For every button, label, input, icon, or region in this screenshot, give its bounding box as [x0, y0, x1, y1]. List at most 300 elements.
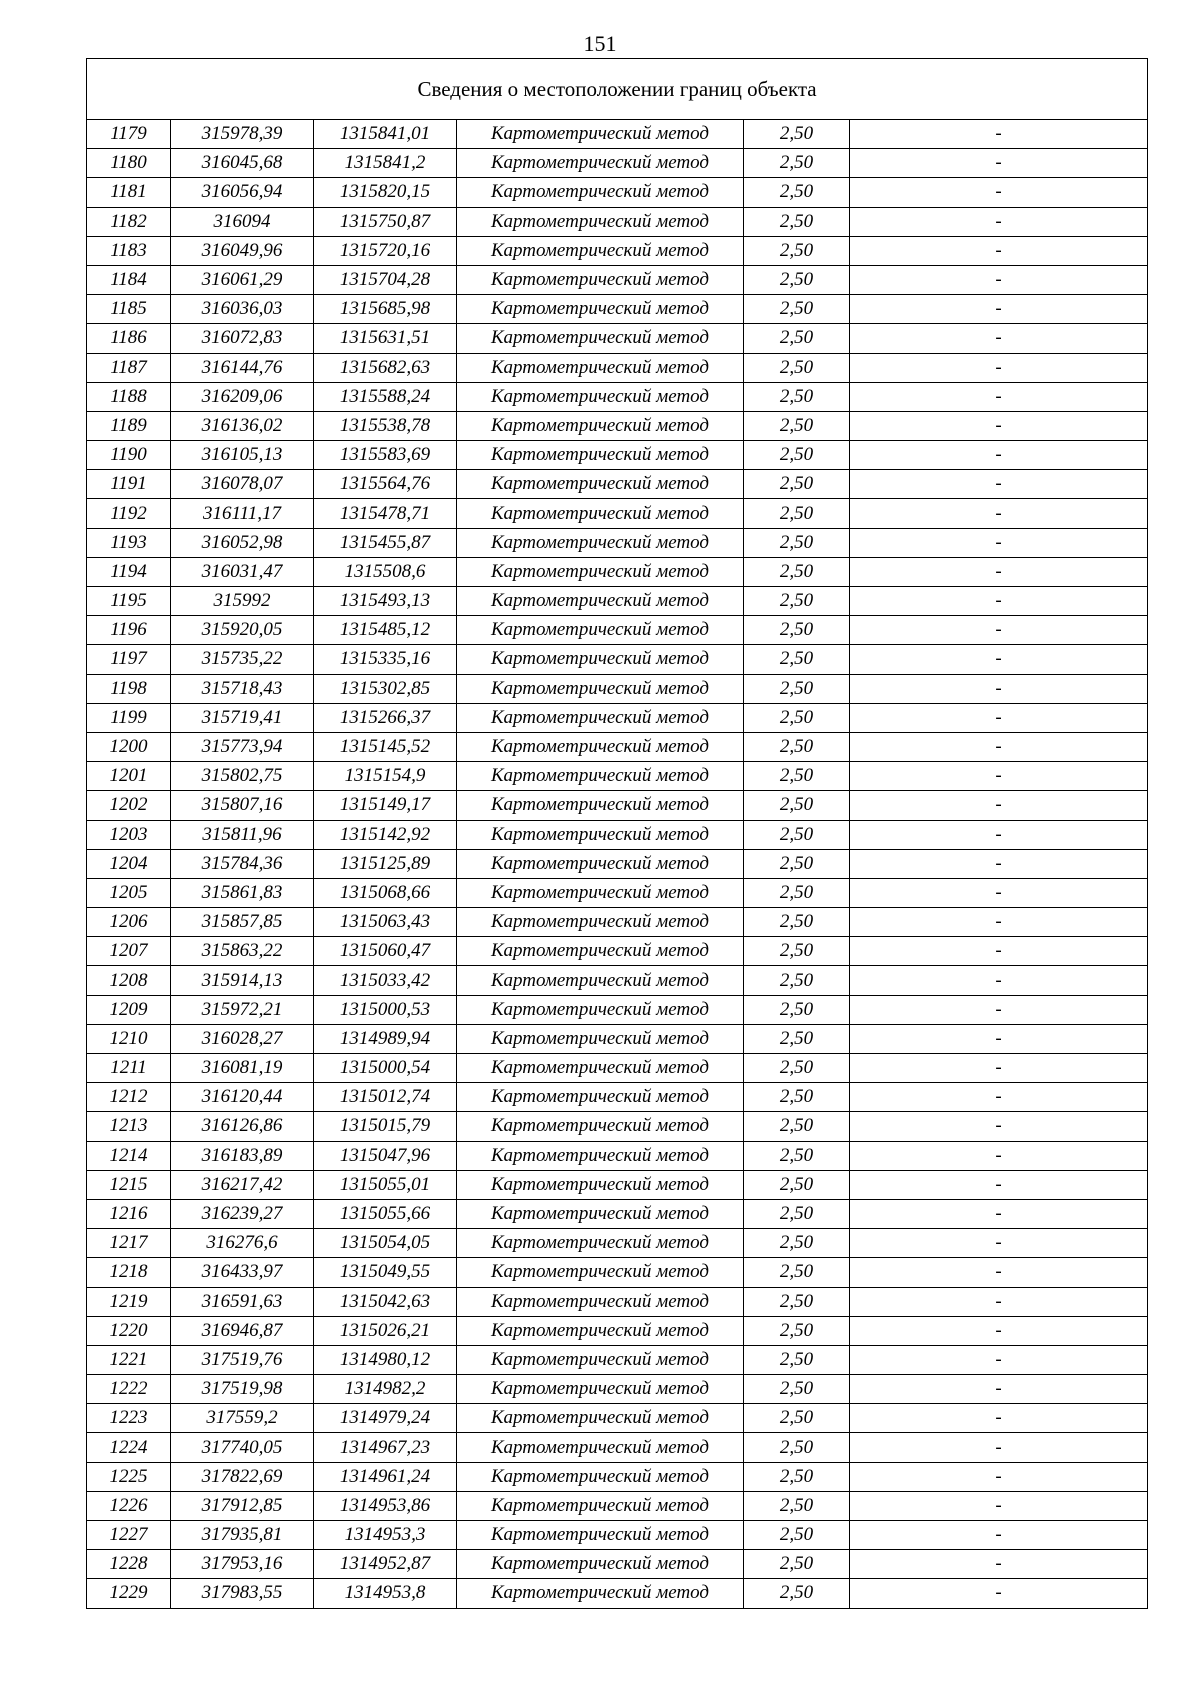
method-cell: Картометрический метод	[457, 616, 744, 645]
description-cell: -	[850, 149, 1148, 178]
y-coordinate-cell: 1315000,53	[314, 995, 457, 1024]
description-cell: -	[850, 616, 1148, 645]
y-coordinate-cell: 1315125,89	[314, 849, 457, 878]
x-coordinate-cell: 316433,97	[171, 1258, 314, 1287]
accuracy-cell: 2,50	[744, 236, 850, 265]
accuracy-cell: 2,50	[744, 616, 850, 645]
accuracy-cell: 2,50	[744, 1024, 850, 1053]
accuracy-cell: 2,50	[744, 528, 850, 557]
y-coordinate-cell: 1315033,42	[314, 966, 457, 995]
y-coordinate-cell: 1315538,78	[314, 411, 457, 440]
y-coordinate-cell: 1315055,01	[314, 1170, 457, 1199]
description-cell: -	[850, 878, 1148, 907]
method-cell: Картометрический метод	[457, 849, 744, 878]
page-number: 151	[583, 31, 617, 56]
x-coordinate-cell: 317740,05	[171, 1433, 314, 1462]
y-coordinate-cell: 1315068,66	[314, 878, 457, 907]
method-cell: Картометрический метод	[457, 645, 744, 674]
x-coordinate-cell: 316072,83	[171, 324, 314, 353]
accuracy-cell: 2,50	[744, 265, 850, 294]
description-cell: -	[850, 1083, 1148, 1112]
description-cell: -	[850, 207, 1148, 236]
x-coordinate-cell: 316276,6	[171, 1229, 314, 1258]
description-cell: -	[850, 1433, 1148, 1462]
y-coordinate-cell: 1315015,79	[314, 1112, 457, 1141]
y-coordinate-cell: 1314967,23	[314, 1433, 457, 1462]
accuracy-cell: 2,50	[744, 1316, 850, 1345]
table-row	[87, 762, 1148, 791]
point-number-cell: 1206	[87, 908, 171, 937]
method-cell: Картометрический метод	[457, 178, 744, 207]
description-cell: -	[850, 732, 1148, 761]
x-coordinate-cell: 315920,05	[171, 616, 314, 645]
y-coordinate-cell: 1315682,63	[314, 353, 457, 382]
description-cell: -	[850, 557, 1148, 586]
y-coordinate-cell: 1314952,87	[314, 1550, 457, 1579]
x-coordinate-cell: 316052,98	[171, 528, 314, 557]
y-coordinate-cell: 1315145,52	[314, 732, 457, 761]
x-coordinate-cell: 315773,94	[171, 732, 314, 761]
x-coordinate-cell: 315992	[171, 587, 314, 616]
method-cell: Картометрический метод	[457, 878, 744, 907]
table-row	[87, 1141, 1148, 1170]
method-cell: Картометрический метод	[457, 1521, 744, 1550]
accuracy-cell: 2,50	[744, 1199, 850, 1228]
y-coordinate-cell: 1314989,94	[314, 1024, 457, 1053]
accuracy-cell: 2,50	[744, 1170, 850, 1199]
point-number-cell: 1200	[87, 732, 171, 761]
description-cell: -	[850, 1345, 1148, 1374]
description-cell: -	[850, 353, 1148, 382]
description-cell: -	[850, 1141, 1148, 1170]
method-cell: Картометрический метод	[457, 1433, 744, 1462]
table-row	[87, 353, 1148, 382]
table-row	[87, 1375, 1148, 1404]
y-coordinate-cell: 1315455,87	[314, 528, 457, 557]
description-cell: -	[850, 1054, 1148, 1083]
accuracy-cell: 2,50	[744, 1521, 850, 1550]
method-cell: Картометрический метод	[457, 1462, 744, 1491]
accuracy-cell: 2,50	[744, 703, 850, 732]
point-number-cell: 1210	[87, 1024, 171, 1053]
description-cell: -	[850, 908, 1148, 937]
point-number-cell: 1204	[87, 849, 171, 878]
description-cell: -	[850, 1491, 1148, 1520]
accuracy-cell: 2,50	[744, 791, 850, 820]
table-row	[87, 1229, 1148, 1258]
table-row	[87, 908, 1148, 937]
x-coordinate-cell: 315784,36	[171, 849, 314, 878]
table-row	[87, 1462, 1148, 1491]
point-number-cell: 1181	[87, 178, 171, 207]
y-coordinate-cell: 1314953,86	[314, 1491, 457, 1520]
accuracy-cell: 2,50	[744, 937, 850, 966]
table-header-row	[87, 59, 1148, 120]
table-row	[87, 324, 1148, 353]
point-number-cell: 1185	[87, 295, 171, 324]
description-cell: -	[850, 937, 1148, 966]
table-row	[87, 1170, 1148, 1199]
y-coordinate-cell: 1314982,2	[314, 1375, 457, 1404]
description-cell: -	[850, 499, 1148, 528]
description-cell: -	[850, 1170, 1148, 1199]
description-cell: -	[850, 1287, 1148, 1316]
table-row	[87, 265, 1148, 294]
method-cell: Картометрический метод	[457, 674, 744, 703]
method-cell: Картометрический метод	[457, 528, 744, 557]
method-cell: Картометрический метод	[457, 295, 744, 324]
accuracy-cell: 2,50	[744, 1229, 850, 1258]
x-coordinate-cell: 315719,41	[171, 703, 314, 732]
accuracy-cell: 2,50	[744, 849, 850, 878]
x-coordinate-cell: 316217,42	[171, 1170, 314, 1199]
x-coordinate-cell: 316045,68	[171, 149, 314, 178]
y-coordinate-cell: 1315588,24	[314, 382, 457, 411]
table-row	[87, 820, 1148, 849]
y-coordinate-cell: 1314980,12	[314, 1345, 457, 1374]
x-coordinate-cell: 316591,63	[171, 1287, 314, 1316]
description-cell: -	[850, 295, 1148, 324]
x-coordinate-cell: 317519,98	[171, 1375, 314, 1404]
accuracy-cell: 2,50	[744, 878, 850, 907]
method-cell: Картометрический метод	[457, 411, 744, 440]
point-number-cell: 1209	[87, 995, 171, 1024]
description-cell: -	[850, 791, 1148, 820]
accuracy-cell: 2,50	[744, 732, 850, 761]
method-cell: Картометрический метод	[457, 1316, 744, 1345]
y-coordinate-cell: 1315047,96	[314, 1141, 457, 1170]
description-cell: -	[850, 762, 1148, 791]
table-row	[87, 178, 1148, 207]
description-cell: -	[850, 645, 1148, 674]
table-row	[87, 616, 1148, 645]
coordinates-table	[86, 58, 1148, 1609]
method-cell: Картометрический метод	[457, 995, 744, 1024]
x-coordinate-cell: 316209,06	[171, 382, 314, 411]
x-coordinate-cell: 315802,75	[171, 762, 314, 791]
point-number-cell: 1201	[87, 762, 171, 791]
x-coordinate-cell: 317822,69	[171, 1462, 314, 1491]
table-row	[87, 1112, 1148, 1141]
table-row	[87, 411, 1148, 440]
x-coordinate-cell: 317519,76	[171, 1345, 314, 1374]
table-row	[87, 470, 1148, 499]
point-number-cell: 1215	[87, 1170, 171, 1199]
method-cell: Картометрический метод	[457, 470, 744, 499]
point-number-cell: 1223	[87, 1404, 171, 1433]
point-number-cell: 1228	[87, 1550, 171, 1579]
x-coordinate-cell: 315857,85	[171, 908, 314, 937]
y-coordinate-cell: 1315583,69	[314, 441, 457, 470]
method-cell: Картометрический метод	[457, 557, 744, 586]
description-cell: -	[850, 382, 1148, 411]
description-cell: -	[850, 703, 1148, 732]
y-coordinate-cell: 1314979,24	[314, 1404, 457, 1433]
y-coordinate-cell: 1315485,12	[314, 616, 457, 645]
y-coordinate-cell: 1315508,6	[314, 557, 457, 586]
point-number-cell: 1211	[87, 1054, 171, 1083]
method-cell: Картометрический метод	[457, 1550, 744, 1579]
y-coordinate-cell: 1315685,98	[314, 295, 457, 324]
x-coordinate-cell: 317953,16	[171, 1550, 314, 1579]
y-coordinate-cell: 1315631,51	[314, 324, 457, 353]
point-number-cell: 1219	[87, 1287, 171, 1316]
point-number-cell: 1214	[87, 1141, 171, 1170]
accuracy-cell: 2,50	[744, 1433, 850, 1462]
description-cell: -	[850, 120, 1148, 149]
accuracy-cell: 2,50	[744, 908, 850, 937]
accuracy-cell: 2,50	[744, 674, 850, 703]
method-cell: Картометрический метод	[457, 1024, 744, 1053]
accuracy-cell: 2,50	[744, 470, 850, 499]
point-number-cell: 1207	[87, 937, 171, 966]
method-cell: Картометрический метод	[457, 908, 744, 937]
y-coordinate-cell: 1315478,71	[314, 499, 457, 528]
point-number-cell: 1188	[87, 382, 171, 411]
accuracy-cell: 2,50	[744, 178, 850, 207]
y-coordinate-cell: 1315055,66	[314, 1199, 457, 1228]
x-coordinate-cell: 316136,02	[171, 411, 314, 440]
accuracy-cell: 2,50	[744, 966, 850, 995]
table-row	[87, 995, 1148, 1024]
description-cell: -	[850, 1229, 1148, 1258]
point-number-cell: 1193	[87, 528, 171, 557]
x-coordinate-cell: 316144,76	[171, 353, 314, 382]
y-coordinate-cell: 1315042,63	[314, 1287, 457, 1316]
point-number-cell: 1224	[87, 1433, 171, 1462]
point-number-cell: 1203	[87, 820, 171, 849]
description-cell: -	[850, 587, 1148, 616]
accuracy-cell: 2,50	[744, 1550, 850, 1579]
x-coordinate-cell: 316078,07	[171, 470, 314, 499]
accuracy-cell: 2,50	[744, 995, 850, 1024]
accuracy-cell: 2,50	[744, 1258, 850, 1287]
y-coordinate-cell: 1315302,85	[314, 674, 457, 703]
accuracy-cell: 2,50	[744, 1491, 850, 1520]
point-number-cell: 1208	[87, 966, 171, 995]
method-cell: Картометрический метод	[457, 1170, 744, 1199]
accuracy-cell: 2,50	[744, 207, 850, 236]
accuracy-cell: 2,50	[744, 1112, 850, 1141]
accuracy-cell: 2,50	[744, 557, 850, 586]
method-cell: Картометрический метод	[457, 1287, 744, 1316]
accuracy-cell: 2,50	[744, 1287, 850, 1316]
accuracy-cell: 2,50	[744, 1404, 850, 1433]
table-row	[87, 878, 1148, 907]
method-cell: Картометрический метод	[457, 207, 744, 236]
accuracy-cell: 2,50	[744, 587, 850, 616]
y-coordinate-cell: 1315060,47	[314, 937, 457, 966]
x-coordinate-cell: 315718,43	[171, 674, 314, 703]
table-row	[87, 236, 1148, 265]
method-cell: Картометрический метод	[457, 1112, 744, 1141]
method-cell: Картометрический метод	[457, 149, 744, 178]
method-cell: Картометрический метод	[457, 265, 744, 294]
table-row	[87, 382, 1148, 411]
y-coordinate-cell: 1315049,55	[314, 1258, 457, 1287]
y-coordinate-cell: 1314961,24	[314, 1462, 457, 1491]
point-number-cell: 1227	[87, 1521, 171, 1550]
table-row	[87, 587, 1148, 616]
x-coordinate-cell: 315735,22	[171, 645, 314, 674]
description-cell: -	[850, 674, 1148, 703]
point-number-cell: 1213	[87, 1112, 171, 1141]
coordinates-table-container	[86, 58, 1148, 1609]
table-row	[87, 1024, 1148, 1053]
point-number-cell: 1180	[87, 149, 171, 178]
method-cell: Картометрический метод	[457, 1258, 744, 1287]
y-coordinate-cell: 1315063,43	[314, 908, 457, 937]
description-cell: -	[850, 236, 1148, 265]
description-cell: -	[850, 1375, 1148, 1404]
point-number-cell: 1212	[87, 1083, 171, 1112]
description-cell: -	[850, 265, 1148, 294]
table-row	[87, 499, 1148, 528]
accuracy-cell: 2,50	[744, 149, 850, 178]
point-number-cell: 1179	[87, 120, 171, 149]
description-cell: -	[850, 1579, 1148, 1608]
x-coordinate-cell: 317935,81	[171, 1521, 314, 1550]
description-cell: -	[850, 849, 1148, 878]
point-number-cell: 1187	[87, 353, 171, 382]
x-coordinate-cell: 317983,55	[171, 1579, 314, 1608]
description-cell: -	[850, 1199, 1148, 1228]
point-number-cell: 1229	[87, 1579, 171, 1608]
point-number-cell: 1183	[87, 236, 171, 265]
point-number-cell: 1192	[87, 499, 171, 528]
method-cell: Картометрический метод	[457, 236, 744, 265]
point-number-cell: 1189	[87, 411, 171, 440]
x-coordinate-cell: 316036,03	[171, 295, 314, 324]
table-row	[87, 1433, 1148, 1462]
accuracy-cell: 2,50	[744, 120, 850, 149]
y-coordinate-cell: 1315154,9	[314, 762, 457, 791]
description-cell: -	[850, 441, 1148, 470]
table-row	[87, 1316, 1148, 1345]
y-coordinate-cell: 1314953,3	[314, 1521, 457, 1550]
method-cell: Картометрический метод	[457, 120, 744, 149]
x-coordinate-cell: 316094	[171, 207, 314, 236]
description-cell: -	[850, 470, 1148, 499]
method-cell: Картометрический метод	[457, 762, 744, 791]
point-number-cell: 1202	[87, 791, 171, 820]
method-cell: Картометрический метод	[457, 1229, 744, 1258]
description-cell: -	[850, 1462, 1148, 1491]
table-row	[87, 528, 1148, 557]
method-cell: Картометрический метод	[457, 1404, 744, 1433]
method-cell: Картометрический метод	[457, 441, 744, 470]
method-cell: Картометрический метод	[457, 820, 744, 849]
table-row	[87, 1579, 1148, 1608]
x-coordinate-cell: 315978,39	[171, 120, 314, 149]
table-row	[87, 1550, 1148, 1579]
accuracy-cell: 2,50	[744, 382, 850, 411]
method-cell: Картометрический метод	[457, 499, 744, 528]
method-cell: Картометрический метод	[457, 1579, 744, 1608]
table-row	[87, 1287, 1148, 1316]
y-coordinate-cell: 1315149,17	[314, 791, 457, 820]
point-number-cell: 1198	[87, 674, 171, 703]
method-cell: Картометрический метод	[457, 1054, 744, 1083]
accuracy-cell: 2,50	[744, 441, 850, 470]
description-cell: -	[850, 820, 1148, 849]
table-row	[87, 441, 1148, 470]
table-row	[87, 120, 1148, 149]
point-number-cell: 1194	[87, 557, 171, 586]
y-coordinate-cell: 1315012,74	[314, 1083, 457, 1112]
description-cell: -	[850, 178, 1148, 207]
description-cell: -	[850, 1404, 1148, 1433]
method-cell: Картометрический метод	[457, 1345, 744, 1374]
method-cell: Картометрический метод	[457, 966, 744, 995]
accuracy-cell: 2,50	[744, 762, 850, 791]
table-row	[87, 1258, 1148, 1287]
accuracy-cell: 2,50	[744, 1083, 850, 1112]
accuracy-cell: 2,50	[744, 1141, 850, 1170]
y-coordinate-cell: 1315820,15	[314, 178, 457, 207]
table-row	[87, 732, 1148, 761]
method-cell: Картометрический метод	[457, 1491, 744, 1520]
y-coordinate-cell: 1315841,01	[314, 120, 457, 149]
description-cell: -	[850, 1316, 1148, 1345]
x-coordinate-cell: 317912,85	[171, 1491, 314, 1520]
table-row	[87, 1083, 1148, 1112]
point-number-cell: 1196	[87, 616, 171, 645]
point-number-cell: 1190	[87, 441, 171, 470]
y-coordinate-cell: 1315026,21	[314, 1316, 457, 1345]
accuracy-cell: 2,50	[744, 645, 850, 674]
table-row	[87, 1345, 1148, 1374]
y-coordinate-cell: 1315564,76	[314, 470, 457, 499]
accuracy-cell: 2,50	[744, 820, 850, 849]
table-row	[87, 674, 1148, 703]
table-row	[87, 1054, 1148, 1083]
description-cell: -	[850, 528, 1148, 557]
point-number-cell: 1220	[87, 1316, 171, 1345]
point-number-cell: 1222	[87, 1375, 171, 1404]
y-coordinate-cell: 1315493,13	[314, 587, 457, 616]
point-number-cell: 1217	[87, 1229, 171, 1258]
point-number-cell: 1218	[87, 1258, 171, 1287]
x-coordinate-cell: 316111,17	[171, 499, 314, 528]
x-coordinate-cell: 315861,83	[171, 878, 314, 907]
method-cell: Картометрический метод	[457, 732, 744, 761]
table-row	[87, 207, 1148, 236]
table-row	[87, 1199, 1148, 1228]
x-coordinate-cell: 316028,27	[171, 1024, 314, 1053]
y-coordinate-cell: 1315000,54	[314, 1054, 457, 1083]
description-cell: -	[850, 1024, 1148, 1053]
y-coordinate-cell: 1315841,2	[314, 149, 457, 178]
point-number-cell: 1197	[87, 645, 171, 674]
method-cell: Картометрический метод	[457, 353, 744, 382]
y-coordinate-cell: 1315704,28	[314, 265, 457, 294]
point-number-cell: 1184	[87, 265, 171, 294]
x-coordinate-cell: 315863,22	[171, 937, 314, 966]
point-number-cell: 1221	[87, 1345, 171, 1374]
accuracy-cell: 2,50	[744, 1054, 850, 1083]
x-coordinate-cell: 316056,94	[171, 178, 314, 207]
x-coordinate-cell: 316031,47	[171, 557, 314, 586]
x-coordinate-cell: 315914,13	[171, 966, 314, 995]
x-coordinate-cell: 316183,89	[171, 1141, 314, 1170]
accuracy-cell: 2,50	[744, 411, 850, 440]
point-number-cell: 1182	[87, 207, 171, 236]
y-coordinate-cell: 1315720,16	[314, 236, 457, 265]
point-number-cell: 1225	[87, 1462, 171, 1491]
method-cell: Картометрический метод	[457, 324, 744, 353]
table-header: Сведения о местоположении границ объекта	[87, 59, 1148, 120]
